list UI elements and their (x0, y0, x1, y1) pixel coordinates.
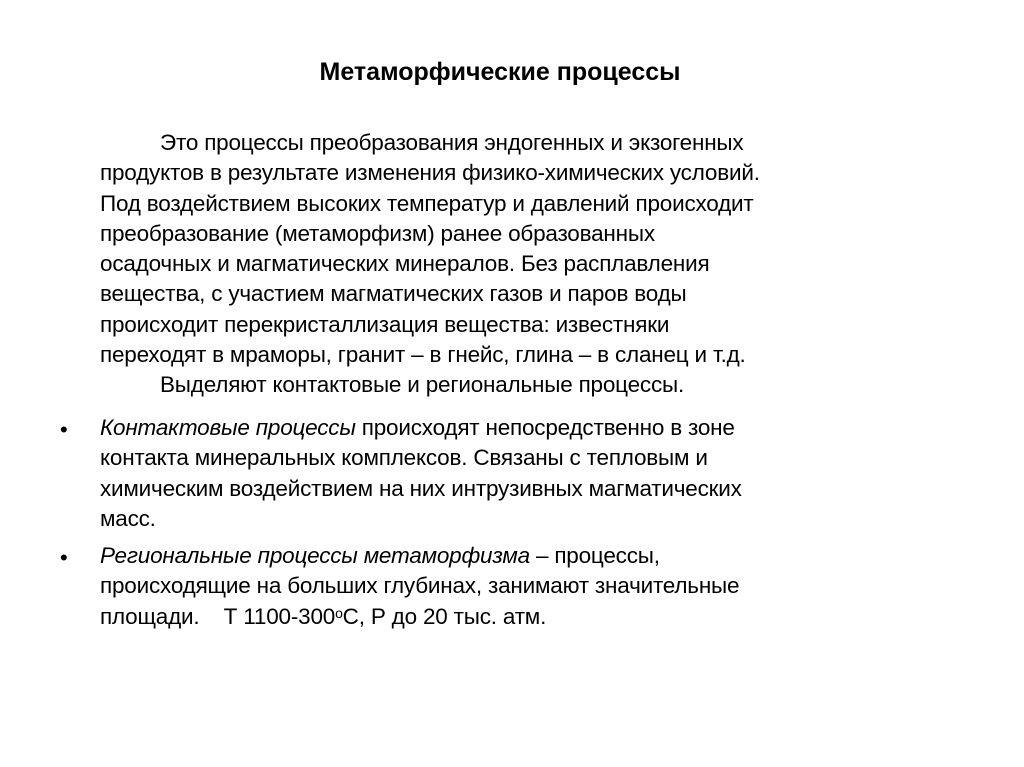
paragraph-definition (100, 128, 760, 401)
text-line: продуктов в результате изменения физико-химических условий. (100, 160, 760, 186)
text: – процессы, (529, 543, 660, 568)
text-line: переходят в мраморы, гранит – в гнейс, глина – в сланец и т.д. (100, 342, 746, 368)
text-line: преобразование (метаморфизм) ранее образованных (100, 220, 655, 246)
bullet-contact-processes (100, 413, 742, 534)
term-italic: Региональные процессы метаморфизма (100, 543, 530, 568)
degree-superscript: о (335, 604, 343, 621)
text: площади. Т 1100-300 (100, 603, 336, 629)
text-line: происходящие на больших глубинах, занимают значительные (100, 573, 740, 599)
text-line: контакта минеральных комплексов. Связаны с тепловым и (100, 445, 708, 471)
text: происходят непосредственно в зоне (355, 415, 735, 440)
bullet-regional-processes (100, 541, 739, 632)
bullet-marker: • (60, 545, 68, 570)
text-line: происходит перекристаллизация вещества: известняки (100, 311, 670, 337)
text-line: химическим воздействием на них интрузивных магматических (100, 475, 742, 501)
text: С, Р до 20 тыс. атм. (342, 603, 547, 629)
text-line: осадочных и магматических минералов. Без расплавления (100, 251, 710, 277)
text-line: вещества, с участием магматических газов и паров воды (100, 281, 687, 307)
text-line: Выделяют контактовые и региональные процессы. (160, 372, 685, 398)
term-italic: Контактовые процессы (100, 415, 356, 440)
text-line: Под воздействием высоких температур и давлений происходит (100, 190, 754, 216)
text-line: масс. (100, 505, 156, 531)
slide-title: Метаморфические процессы (319, 58, 681, 86)
bullet-marker: • (60, 417, 68, 442)
text-line: Это процессы преобразования эндогенных и экзогенных (160, 130, 744, 155)
